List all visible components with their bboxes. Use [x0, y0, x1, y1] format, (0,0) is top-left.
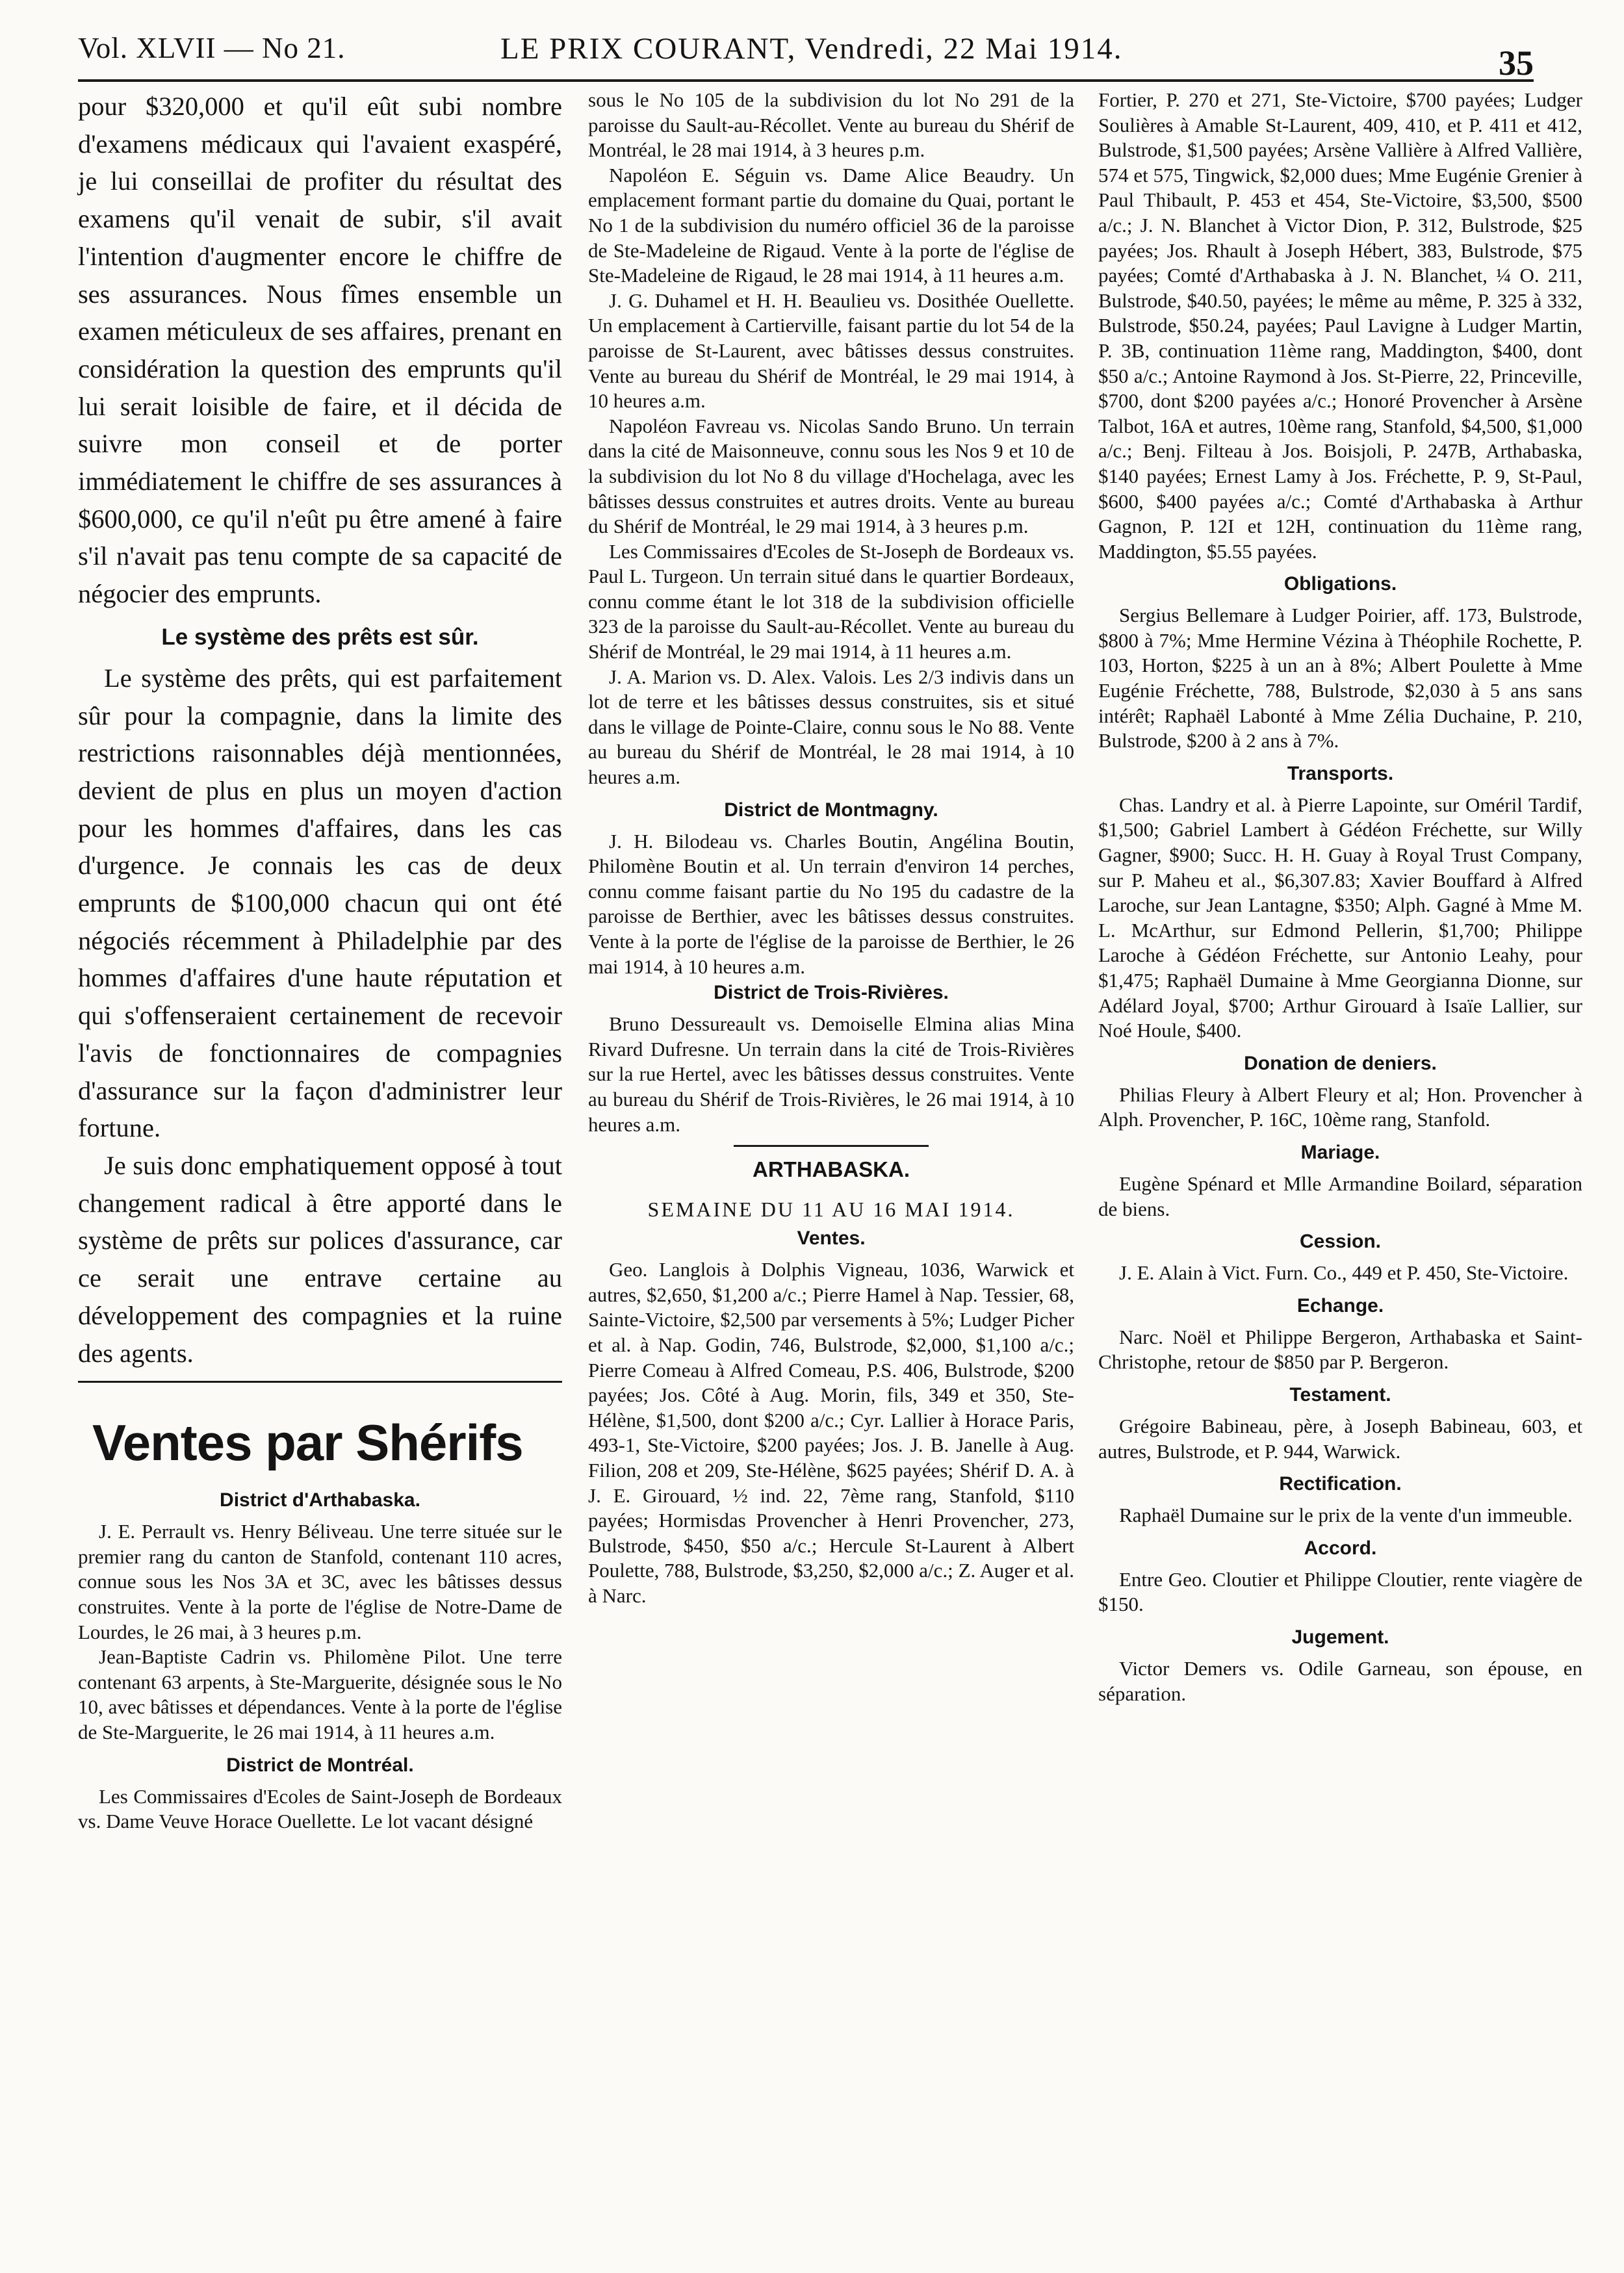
record-entry: Victor Demers vs. Odile Garneau, son épouse, en séparation. — [1098, 1656, 1582, 1705]
record-entry: Entre Geo. Cloutier et Philippe Cloutier, rente viagère de $150. — [1098, 1567, 1582, 1616]
record-entry: Philias Fleury à Albert Fleury et al; Hon. Provencher à Alph. Provencher, P. 16C, 10ème rang, Stanfold. — [1098, 1083, 1582, 1131]
record-entry: Grégoire Babineau, père, à Joseph Babineau, 603, et autres, Bulstrode, et P. 944, Warwick. — [1098, 1414, 1582, 1463]
sale-entry: Jean-Baptiste Cadrin vs. Philomène Pilot. Une terre contenant 63 arpents, à Ste-Marguerite, désignée sous le No 10, avec bâtisses et dépendances. Vente à la porte de l'église de Ste-Marguerite, le 26 mai 1914, à 11 heures a.m. — [78, 1645, 562, 1743]
sale-entry: J. E. Perrault vs. Henry Béliveau. Une terre située sur le premier rang du canton de Stanfold, contenant 110 acres, connue sous les Nos 3A et 3C, avec les bâtisses dessus construites. Vente à la porte de l'église de Notre-Dame de Lourdes, le 26 mai, à 3 heures p.m. — [78, 1520, 562, 1643]
section-title: Ventes par Shérifs — [92, 1414, 523, 1472]
category-heading: Transports. — [1287, 762, 1394, 784]
sale-entry: Napoléon E. Séguin vs. Dame Alice Beaudry. Un emplacement formant partie du domaine du Quai, portant le No 1 de la subdivision du numéro officiel 36 de la paroisse de Ste-Madeleine de Rigaud. Vente à la porte de l'église de Ste-Madeleine de Rigaud, le 28 mai 1914, à 11 heures a.m. — [588, 163, 1074, 287]
category-heading: Rectification. — [1279, 1473, 1402, 1495]
article-paragraph: pour $320,000 et qu'il eût subi nombre d'examens médicaux qui l'avaient exaspéré, je lui conseillai de profiter du résultat des examens qu'il venait de subir, s'il avait l'intention d'augmenter encore le chiffre de ses assurances. Nous fîmes ensemble un examen méticuleux de ses affaires, prenant en considération la question des emprunts qu'il lui serait loisible de faire, et il décida de suivre mon conseil et de porter immédiatement le chiffre de ses assurances à $600,000, ce qu'il n'eût pu être amené à faire s'il n'avait pas tenu compte de sa capacité de négocier des emprunts. — [78, 92, 562, 609]
record-entry: J. E. Alain à Vict. Furn. Co., 449 et P. 450, Ste-Victoire. — [1119, 1261, 1569, 1285]
sale-entry: Bruno Dessureault vs. Demoiselle Elmina alias Mina Rivard Dufresne. Un terrain dans la cité de Trois-Rivières sur la rue Hertel, avec les bâtisses dessus construites. Vente au bureau du Shérif de Trois-Rivières, le 26 mai 1914, à 10 heures a.m. — [588, 1012, 1074, 1136]
sale-entry: Napoléon Favreau vs. Nicolas Sando Bruno. Un terrain dans la cité de Maisonneuve, connu sous les Nos 9 et 10 de la subdivision du lot No 8 du village d'Hochelaga, avec les bâtisses dessus construites et autres droits. Vente au bureau du Shérif de Montréal, le 29 mai 1914, à 3 heures p.m. — [588, 414, 1074, 538]
sale-entry: J. A. Marion vs. D. Alex. Valois. Les 2/3 indivis dans un lot de terre et les bâtisses dessus construites, sis et situé dans le village de Pointe-Claire, connu sous le No 88. Vente au bureau du Shérif de Montréal, le 28 mai 1914, à 10 heures a.m. — [588, 665, 1074, 789]
district-heading: District de Montmagny. — [724, 799, 938, 821]
district-heading: District d'Arthabaska. — [220, 1489, 420, 1511]
page-number: 35 — [1499, 44, 1534, 83]
week-heading: SEMAINE DU 11 AU 16 MAI 1914. — [647, 1198, 1015, 1222]
sale-entry: sous le No 105 de la subdivision du lot No 291 de la paroisse du Sault-au-Récollet. Vente au bureau du Shérif de Montréal, le 28 mai 1914, à 3 heures p.m. — [588, 88, 1074, 162]
record-entry: Geo. Langlois à Dolphis Vigneau, 1036, Warwick et autres, $2,650, $1,200 a/c.; Pierre Hamel à Nap. Tessier, 68, Sainte-Victoire, $2,500 par versements à 5%; Ludger Picher et al. à Nap. Godin, 746, Bulstrode, $2,000, $1,100 a/c.; Pierre Comeau à Alfred Comeau, P.S. 406, Bulstrode, $200 payées; Jos. Côté à Aug. Morin, fils, 349 et 350, Ste-Hélène, $1,500, dont $200 a/c.; Cyr. Lallier à Horace Paris, 493-1, Ste-Victoire, $200 payées; Jos. J. B. Janelle à Aug. Filion, 208 et 209, Ste-Hélène, $625 payées; Shérif D. A. à J. E. Girouard, ½ ind. 22, 7ème rang, Stanfold, $110 payées; Hormisdas Provencher à Henri Provencher, 273, Bulstrode, $450, $50 a/c.; Hercule St-Laurent à Albert Poulette, 788, Bulstrode, $3,250, $2,000 a/c.; Z. Auger et al. à Narc. — [588, 1258, 1074, 1607]
publication-title-date: LE PRIX COURANT, Vendredi, 22 Mai 1914. — [500, 32, 1123, 66]
category-heading: Obligations. — [1283, 573, 1397, 595]
district-heading: District de Montréal. — [226, 1754, 414, 1776]
record-entry: Chas. Landry et al. à Pierre Lapointe, sur Oméril Tardif, $1,500; Gabriel Lambert à Gédéon Fréchette, sur Willy Gagner, $900; Succ. H. H. Guay à Royal Trust Company, sur P. Maheu et al., $6,307.83; Xavier Bouffard à Alfred Laroche, sur Jean Lantagne, $350; Alph. Gagné à Mme M. L. McArthur, sur Edmond Pellerin, $1,700; Philippe Laroche à Gédéon Fréchette, sur Antonio Leahy, pour $1,475; Raphaël Dumaine à Mme Georgianna Dionne, sur Adélard Joyal, $700; Arthur Girouard à Isaïe Lallier, sur Noé Houle, $400. — [1098, 793, 1582, 1042]
record-entry: Fortier, P. 270 et 271, Ste-Victoire, $700 payées; Ludger Soulières à Amable St-Laurent, 409, 410, et P. 411 et 412, Bulstrode, $1,500 payées; Arsène Vallière à Alfred Vallière, 574 et 575, Tingwick, $2,000 dues; Mme Eugénie Grenier à Paul Thibault, P. 453 et 454, Ste-Victoire, $3,500, $500 a/c.; J. N. Blanchet à Victor Dion, P. 312, Bulstrode, $25 payées; Jos. Rhault à Joseph Hébert, 383, Bulstrode, $75 payées; Comté d'Arthabaska à J. N. Blanchet, ¼ O. 211, Bulstrode, $40.50, payées; le même au même, P. 325 à 332, Bulstrode, $50.24, payées; Paul Lavigne à Ludger Martin, P. 3B, continuation 11ème rang, Maddington, $400, dont $50 a/c.; Antoine Raymond à Jos. St-Pierre, 22, Princeville, $700, dont $200 payées a/c.; Honoré Provencher à Arsène Talbot, 16A et autres, 10ème rang, Stanfold, $4,500, $1,000 a/c.; Benj. Filteau à Jos. Boisjoli, P. 247B, Arthabaska, $140 payées; Ernest Lamy à Jos. Fréchette, P. 9, St-Paul, $600, $400 payées a/c.; Comté d'Arthabaska à Arthur Gagnon, P. 12I et 12H, continuation du 11ème rang, Maddington, $5.55 payées. — [1098, 88, 1582, 563]
sale-entry: J. G. Duhamel et H. H. Beaulieu vs. Dosithée Ouellette. Un emplacement à Cartierville, faisant partie du lot 54 de la paroisse de St-Laurent, avec bâtisses dessus construites. Vente au bureau du Shérif de Montréal, le 29 mai 1914, à 10 heures a.m. — [588, 289, 1074, 413]
category-heading: Donation de deniers. — [1244, 1052, 1437, 1074]
column-1 — [78, 88, 562, 1834]
section-divider — [78, 1381, 562, 1383]
section-divider — [734, 1145, 929, 1147]
category-heading: Cession. — [1299, 1231, 1382, 1253]
category-heading: Jugement. — [1291, 1626, 1389, 1648]
category-heading: Mariage. — [1300, 1141, 1380, 1163]
article-subheading: Le système des prêts est sûr. — [161, 624, 479, 650]
column-2 — [588, 88, 1074, 1608]
region-heading: ARTHABASKA. — [753, 1157, 910, 1182]
category-heading: Accord. — [1304, 1537, 1377, 1559]
category-heading: Echange. — [1296, 1294, 1384, 1316]
article-paragraph: Je suis donc emphatiquement opposé à tout changement radical à être apporté dans le système de prêts sur polices d'assurance, car ce serait une entrave certaine au développement des compagnies et la ruine des agents. — [78, 1150, 562, 1368]
sale-entry: Les Commissaires d'Ecoles de St-Joseph de Bordeaux vs. Paul L. Turgeon. Un terrain situé dans le quartier Bordeaux, connu comme étant le lot 318 de la subdivision officielle 323 de la paroisse du Sault-au-Récollet. Vente au bureau du Shérif de Montréal, le 29 mai 1914, à 11 heures a.m. — [588, 539, 1074, 663]
record-entry: Narc. Noël et Philippe Bergeron, Arthabaska et Saint-Christophe, retour de $850 par P. Bergeron. — [1098, 1325, 1582, 1374]
column-3 — [1098, 88, 1582, 1706]
category-heading: Ventes. — [797, 1227, 866, 1250]
sale-entry: J. H. Bilodeau vs. Charles Boutin, Angélina Boutin, Philomène Boutin et al. Un terrain d'environ 14 perches, connu comme faisant partie du No 195 du cadastre de la paroisse de Berthier, avec les bâtisses dessus construites. Vente à la porte de l'église de la paroisse de Berthier, le 26 mai 1914, à 10 heures a.m. — [588, 829, 1074, 978]
category-heading: Testament. — [1289, 1383, 1391, 1406]
article-paragraph: Le système des prêts, qui est parfaitement sûr pour la compagnie, dans la limite des restrictions raisonnables déjà mentionnées, devient de plus en plus un moyen d'action pour les hommes d'affaires, dans les cas d'urgence. Je connais les cas de deux emprunts de $100,000 chacun qui ont été négociés récemment à Philadelphie par des hommes d'affaires d'une haute réputation et qui s'offenseraient certainement de recevoir l'avis de fonctionnaires de compagnies d'assurance sur la façon d'administrer leur fortune. — [78, 663, 562, 1143]
masthead — [78, 27, 1534, 82]
record-entry: Eugène Spénard et Mlle Armandine Boilard, séparation de biens. — [1098, 1172, 1582, 1220]
record-entry: Raphaël Dumaine sur le prix de la vente d'un immeuble. — [1119, 1504, 1573, 1527]
district-heading: District de Trois-Rivières. — [714, 982, 949, 1004]
record-entry: Sergius Bellemare à Ludger Poirier, aff. 173, Bulstrode, $800 à 7%; Mme Hermine Vézina à Théophile Rochette, P. 103, Horton, $225 à un an à 8%; Albert Poulette à Mme Eugénie Fréchette, 788, Bulstrode, $2,030 à 5 ans sans intérêt; Raphaël Labonté à Mme Zélia Duchaine, P. 210, Bulstrode, $200 à 2 ans à 7%. — [1098, 604, 1582, 752]
sale-entry: Les Commissaires d'Ecoles de Saint-Joseph de Bordeaux vs. Dame Veuve Horace Ouellette. Le lot vacant désigné — [78, 1784, 562, 1833]
volume-number: Vol. XLVII — No 21. — [78, 32, 346, 64]
